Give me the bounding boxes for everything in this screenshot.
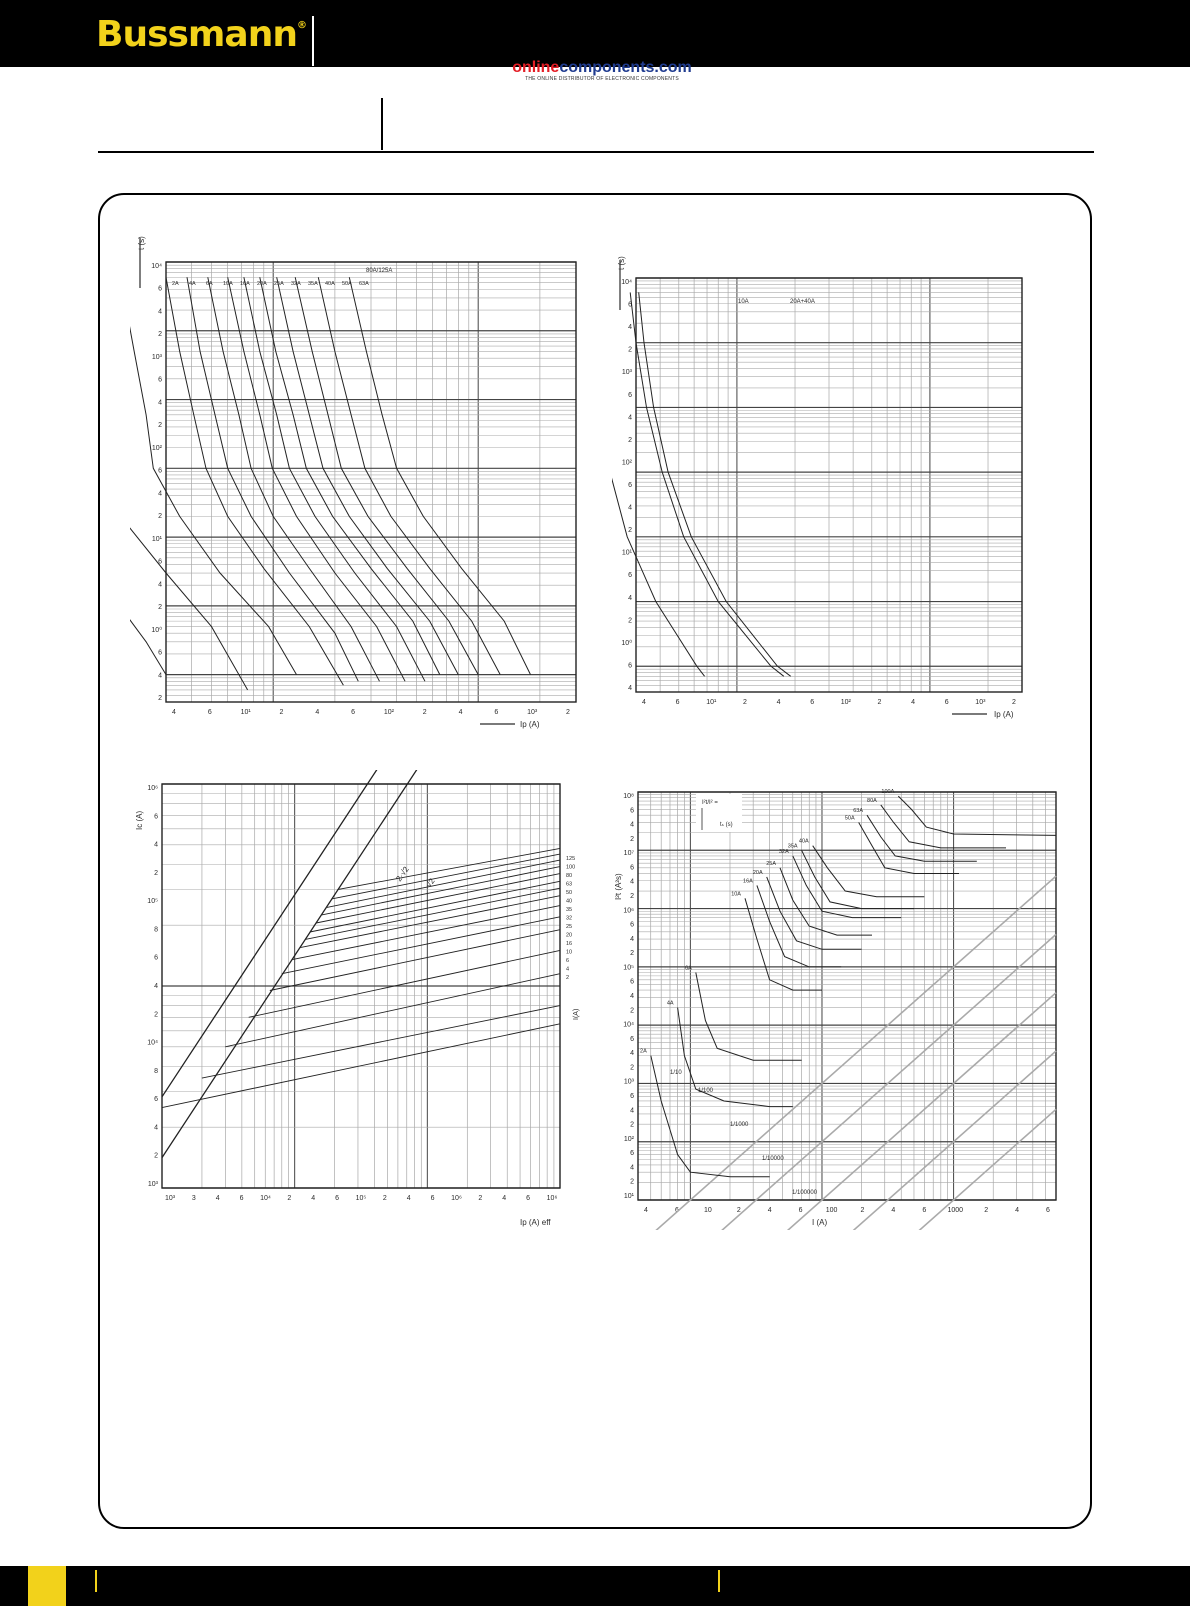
y-tick-label: 4 [628,414,632,422]
y-tick-label: 10⁸ [623,793,634,800]
y-tick-label: 4 [154,841,158,849]
x-tick-label: 4 [172,709,176,716]
y-tick-label: 4 [630,1107,634,1115]
rating-label: 32A [291,281,301,287]
series-25 [292,906,560,960]
y-tick-label: 8 [154,926,158,934]
y-tick-label: 2 [628,527,632,535]
y-tick-label: 2 [630,1007,634,1015]
series-80A [881,805,1006,848]
header-horizontal-rule [98,151,1094,153]
x-tick-label: 2 [279,709,284,716]
header-divider [312,16,314,66]
x-tick-label: 10⁴ [260,1195,271,1202]
diagonal-label: 1/100000 [792,1190,818,1196]
y-tick-label: 4 [158,672,162,680]
series-100 [332,854,560,899]
y-tick-label: 4 [630,993,634,1000]
x-tick-label: 6 [675,699,680,706]
x-tick-label: 6 [798,1207,803,1214]
y-tick-label: 2 [628,617,632,625]
series-40A [639,292,791,676]
y-tick-label: 6 [630,1150,634,1158]
series-label: 16A [743,878,753,885]
y-tick-label: 2 [630,835,634,843]
series-label: 4A [666,1000,674,1007]
x-axis-label: Ip (A) [994,710,1014,719]
y-tick-label: 2 [158,604,162,612]
x-tick-label: 4 [215,1195,220,1202]
y-tick-label: 2 [158,331,162,339]
series-40A [813,846,925,897]
x-tick-label: 6 [335,1195,340,1202]
rating-label: 16A [240,281,250,287]
y-tick-label: 6 [628,662,632,670]
series-20A [767,877,862,949]
top-rating-label: 80A/125A [366,268,393,274]
y-tick-label: 10⁴ [147,1039,158,1047]
rating-label: 10A [738,299,749,305]
x-tick-label: 6 [494,709,499,716]
x-tick-label: 4 [891,1207,896,1214]
y-tick-label: 6 [158,467,162,475]
rating-label: 10A [223,281,233,287]
rating-side-label: 100 [566,864,576,871]
x-tick-label: 10⁶ [451,1195,462,1202]
series-label: 25A [766,860,777,867]
x-axis-label: Ip (A) [520,720,540,729]
y-tick-label: 6 [628,482,632,489]
x-axis-label: I (A) [812,1218,828,1227]
footer-rule-right [718,1570,720,1592]
y-tick-label: 2 [630,1121,634,1129]
x-tick-label: 4 [458,709,463,716]
diagonal-label: 1/10 [670,1070,682,1076]
i2t-chart [612,780,1062,1230]
y-tick-label: 10⁵ [623,964,634,972]
x-tick-label: 6 [944,699,949,706]
rating-label: 50A [342,281,352,287]
series-label: 32A [778,848,789,855]
series-63A [295,277,478,674]
y-tick-label: 10³ [623,1078,634,1086]
y-tick-label: 10¹ [151,535,162,543]
y-tick-label: 6 [628,572,632,580]
x-tick-label: 10² [383,709,394,716]
y-tick-label: 10⁰ [621,639,632,647]
series-40A [260,277,440,674]
y-tick-label: 10⁴ [621,279,632,286]
series-label: 10A [731,891,741,898]
x-tick-label: 6 [674,1207,679,1214]
rating-label: 20A [257,281,267,287]
rating-side-label: 35 [566,907,573,913]
y-tick-label: 2 [154,1152,158,1160]
y-tick-label: 6 [628,391,632,399]
rating-side-label: 40 [566,898,573,905]
diagonal-label: 1/10000 [762,1156,784,1162]
y-tick-label: 2 [158,422,162,430]
x-tick-label: 4 [911,699,916,706]
rating-side-label: 32 [566,915,573,922]
series-10A [745,898,822,990]
header-vertical-rule [381,98,383,150]
grid-cl [162,784,560,1188]
y-tick-label: 6 [154,813,158,821]
y-tick-label: 6 [154,1096,158,1104]
y-tick-label: 10³ [151,353,162,361]
series-125A [349,277,530,674]
series-6A [696,973,802,1061]
y-tick-label: 10³ [147,1181,158,1188]
rating-label: 4A [189,281,196,287]
y-tick-label: 4 [158,399,162,407]
x-tick-label: 4 [644,1207,648,1214]
rating-label: 2A [172,281,179,287]
diagonal-label: 1/100 [698,1088,714,1094]
footer-rule-left [95,1570,97,1592]
rating-side-label: 25 [566,924,573,930]
series-10A [130,277,297,674]
x-tick-label: 4 [776,699,781,706]
y-tick-label: 2 [628,346,632,354]
y-tick-label: 4 [158,490,162,498]
y-tick-label: 6 [630,921,634,929]
series-80 [327,860,560,907]
x-tick-label: 10³ [164,1195,176,1202]
y-tick-label: 4 [628,504,632,512]
x-tick-label: 1000 [947,1207,964,1214]
series-label: 6A [685,965,692,972]
series-4A [678,1008,793,1107]
y-tick-label: 4 [630,1050,634,1058]
legend-subtext: tₛ (s) [720,822,733,828]
y-tick-label: 4 [628,685,632,692]
x-tick-label: 2 [1012,699,1016,706]
x-tick-label: 2 [287,1195,292,1202]
y-tick-label: 6 [630,1035,634,1043]
rating-label: 25A [274,281,284,287]
y-axis-label: t (s) [137,236,146,250]
y-tick-label: 4 [154,983,158,990]
x-tick-label: 4 [642,699,646,706]
grid-tc2 [636,278,1022,692]
y-tick-label: 6 [630,1093,634,1100]
diagonal-2·√2 [162,770,560,1097]
y-tick-label: 4 [630,821,634,829]
legend-text: I²t/I² = [702,800,718,806]
x-tick-label: 3 [191,1195,196,1202]
x-tick-label: 6 [239,1195,244,1202]
x-tick-label: 10¹ [706,699,717,706]
x-tick-label: 10³ [527,709,538,716]
series-label: 20A [752,869,763,876]
grid-tc1 [166,262,576,702]
series-25A [780,868,872,935]
series-label: 100A [881,789,895,796]
y-tick-label: 4 [158,581,162,589]
y-tick-label: 2 [154,869,158,877]
time-current-chart-2 [612,240,1042,730]
y-axis-label: Ic (A) [135,810,144,830]
time-current-chart-1 [130,228,590,738]
x-tick-label: 6 [207,709,212,716]
header-bar [0,0,1190,67]
y-tick-label: 2 [628,436,632,444]
x-tick-label: 2 [736,1207,741,1214]
y-tick-label: 10⁷ [623,850,634,858]
y-tick-label: 2 [630,893,634,900]
y-axis-label: t (s) [617,256,626,270]
y-tick-label: 10² [623,1135,634,1143]
y-tick-label: 2 [630,950,634,958]
x-tick-label: 10⁵ [355,1195,367,1202]
x-tick-label: 2 [422,709,427,716]
x-tick-label: 4 [311,1195,316,1202]
diagonal-label: 1/1000 [730,1122,749,1128]
rating-side-label: 20 [566,932,573,939]
side-axis-label: I(A) [573,1008,580,1020]
series-2A [651,1056,770,1177]
rating-side-label: 63 [566,881,573,888]
y-tick-label: 6 [630,807,634,815]
x-tick-label: 4 [1015,1207,1020,1214]
y-tick-label: 10⁶ [147,785,158,792]
x-tick-label: 2 [478,1195,483,1202]
x-tick-label: 4 [315,709,320,716]
rating-label: 35A [308,281,318,287]
x-tick-label: 2 [382,1195,387,1202]
x-tick-label: 10 [703,1207,712,1214]
series-100A [898,796,1056,835]
x-tick-label: 10³ [975,699,986,706]
series-125 [337,848,560,889]
x-tick-label: 10¹ [240,709,251,716]
x-tick-label: 6 [351,709,356,716]
series-63 [322,867,560,915]
rating-side-label: 2 [566,975,570,981]
y-tick-label: 6 [630,864,634,872]
y-tick-label: 4 [154,1124,158,1132]
rating-side-label: 10 [566,949,573,956]
series-label: 50A [844,815,855,822]
diagonal-√2 [162,770,560,1158]
x-tick-label: 2 [860,1207,865,1214]
y-tick-label: 6 [158,649,162,657]
y-tick-label: 2 [158,513,162,521]
y-tick-label: 2 [630,1178,634,1186]
y-tick-label: 2 [630,1064,634,1072]
cut-off-current-chart [130,770,600,1240]
y-tick-label: 4 [628,594,632,602]
y-tick-label: 6 [628,301,632,309]
x-tick-label: 4 [767,1207,772,1214]
rating-side-label: 4 [566,966,570,973]
y-tick-label: 8 [154,1067,158,1075]
x-tick-label: 6 [810,699,815,706]
series-label: 80A [867,797,877,804]
y-tick-label: 10³ [621,369,632,377]
x-tick-label: 10² [840,699,851,706]
rating-label: 63A [359,281,369,287]
rating-label: 6A [206,281,213,287]
series-label: 2A [640,1048,647,1055]
rating-side-label: 80 [566,873,573,879]
series-16A [166,277,343,685]
y-tick-label: 6 [158,376,162,384]
y-tick-label: 4 [630,935,634,943]
y-tick-label: 10¹ [621,549,632,557]
rating-side-label: 125 [566,856,576,862]
x-tick-label: 2 [984,1207,989,1214]
x-tick-label: 4 [502,1195,507,1202]
series-label: 40A [798,838,809,845]
y-tick-label: 2 [154,1011,158,1019]
y-tick-label: 2 [158,695,162,702]
rating-side-label: 6 [566,958,570,964]
y-tick-label: 6 [158,285,162,293]
x-tick-label: 2 [742,699,747,706]
y-tick-label: 6 [154,954,158,962]
x-tick-label: 6 [922,1207,927,1214]
series-label: 63A [853,808,864,815]
onlinecomponents-watermark: onlinecomponents.com THE ONLINE DISTRIBUTOR OF ELECTRONIC COMPONENTS [512,59,692,82]
series-10A [612,292,705,676]
x-tick-label: 6 [526,1195,531,1202]
rating-side-label: 16 [566,941,573,947]
x-tick-label: 100 [825,1207,838,1214]
y-tick-label: 6 [630,978,634,986]
y-tick-label: 10⁰ [151,626,162,634]
x-tick-label: 6 [430,1195,435,1202]
x-axis-label: Ip (A) eff [520,1218,551,1227]
x-tick-label: 10⁶ [546,1195,558,1202]
x-tick-label: 4 [406,1195,411,1202]
series-4 [202,1006,560,1079]
y-tick-label: 10² [151,444,162,452]
x-tick-label: 2 [566,709,570,716]
y-tick-label: 10¹ [623,1193,634,1200]
diagonal-label: √2 [424,876,437,890]
y-tick-label: 4 [630,1164,634,1172]
y-tick-label: 10⁵ [147,898,158,906]
x-tick-label: 6 [1046,1207,1050,1214]
rating-side-label: 50 [566,890,573,896]
x-tick-label: 2 [877,699,882,706]
diagonal-label: 2·√2 [394,864,411,884]
y-tick-label: 10² [621,459,632,467]
y-tick-label: 4 [158,308,162,316]
footer-yellow-block [28,1566,66,1606]
footer-bar [0,1566,1190,1606]
y-axis-label: I²t (A²s) [614,873,623,900]
y-tick-label: 10⁴ [623,1021,634,1029]
series-32A [228,277,405,681]
series-32 [300,896,560,948]
y-tick-label: 4 [630,878,634,886]
y-tick-label: 6 [158,558,162,566]
bussmann-logo: Bussmann® [96,14,306,55]
series-label: 35A [787,843,798,850]
y-tick-label: 10⁴ [151,263,162,270]
rating-label: 40A [325,281,335,287]
rating-label: 20A+40A [790,299,815,305]
series-50 [316,874,560,923]
y-tick-label: 4 [628,324,632,332]
series-35A [244,277,425,681]
y-tick-label: 10⁶ [623,907,634,915]
